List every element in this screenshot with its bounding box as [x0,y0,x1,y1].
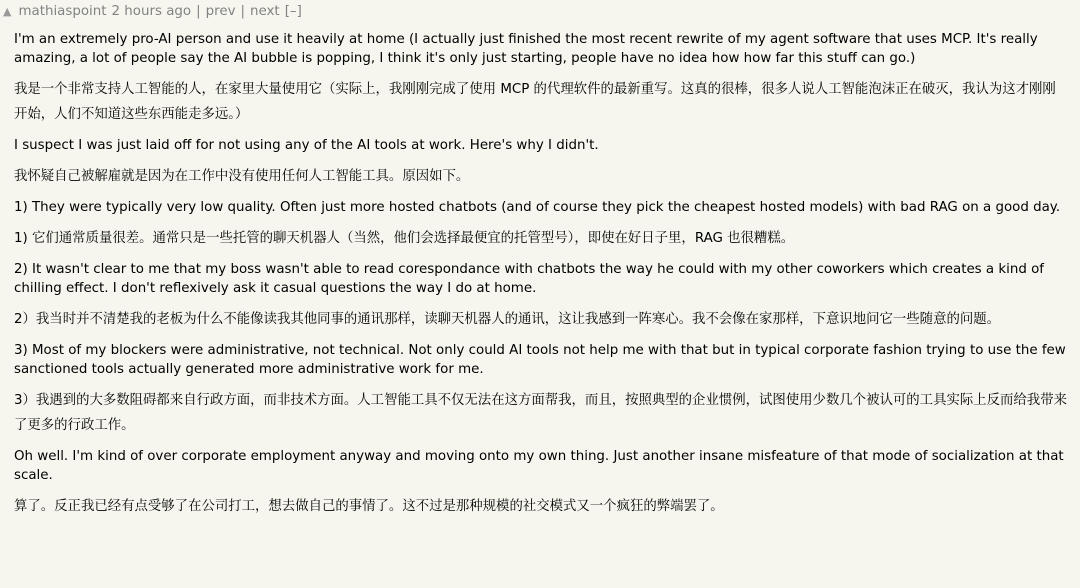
comment-body [14,30,1068,519]
comment-paragraph: 2) It wasn't clear to me that my boss wasn't able to read corespondance with chatbots the way he could with my other coworkers which creates a kind of chilling effect. I don't reflexively ask it casual questions the way I do at home. [14,262,1045,296]
comment-age-link[interactable]: 2 hours ago [111,4,192,19]
separator: | [240,4,246,19]
comment-paragraph: 1) They were typically very low quality. Often just more hosted chatbots (and of course they pick the cheapest hosted models) with bad RAG on a good day. [14,200,1061,215]
upvote-icon: ▲ [3,5,12,18]
separator: | [196,4,201,19]
prev-link[interactable]: prev [205,4,236,19]
comment-paragraph: 1) 它们通常质量很差。通常只是一些托管的聊天机器人（当然，他们会选择最便宜的托管型号），即使在好日子里，RAG 也很糟糕。 [14,231,795,246]
author-link[interactable]: mathiaspoint [18,4,107,19]
comment-paragraph: I suspect I was just laid off for not using any of the AI tools at work. Here's why I didn't. [14,138,599,153]
comment-paragraph: 我怀疑自己被解雇就是因为在工作中没有使用任何人工智能工具。原因如下。 [14,169,470,184]
upvote-button[interactable] [3,4,11,19]
comment-paragraph: 算了。反正我已经有点受够了在公司打工，想去做自己的事情了。这不过是那种规模的社交模式又一个疯狂的弊端罢了。 [14,499,724,514]
comment-paragraph: 我是一个非常支持人工智能的人，在家里大量使用它（实际上，我刚刚完成了使用 MCP 的代理软件的最新重写。这真的很棒，很多人说人工智能泡沫正在破灭，我认为这才刚刚开始，人们不知道这些东西能走多远。） [14,82,1056,122]
comment-paragraph: I'm an extremely pro-AI person and use it heavily at home (I actually just finished the most recent rewrite of my agent software that uses MCP. It's really amazing, a lot of people say the AI bubble is popping, I think it's only just starting, people have no idea how how far this stuff can go.) [14,32,1038,66]
comment-header [3,4,1068,19]
comment-paragraph: 3）我遇到的大多数阻碍都来自行政方面，而非技术方面。人工智能工具不仅无法在这方面帮我，而且，按照典型的企业惯例，试图使用少数几个被认可的工具实际上反而给我带来了更多的行政工作。 [14,393,1067,433]
comment-paragraph: 2）我当时并不清楚我的老板为什么不能像读我其他同事的通讯那样，读聊天机器人的通讯，这让我感到一阵寒心。我不会像在家那样，下意识地问它一些随意的问题。 [14,312,1001,327]
comment-paragraph: 3) Most of my blockers were administrative, not technical. Not only could AI tools not help me with that but in typical corporate fashion trying to use the few sanctioned tools actually generated more administrative work for me. [14,343,1066,377]
collapse-toggle[interactable]: [–] [284,4,302,19]
next-link[interactable]: next [250,4,280,19]
comment-paragraph: Oh well. I'm kind of over corporate employment anyway and moving onto my own thing. Just another insane misfeature of that mode of socialization at that scale. [14,449,1064,483]
